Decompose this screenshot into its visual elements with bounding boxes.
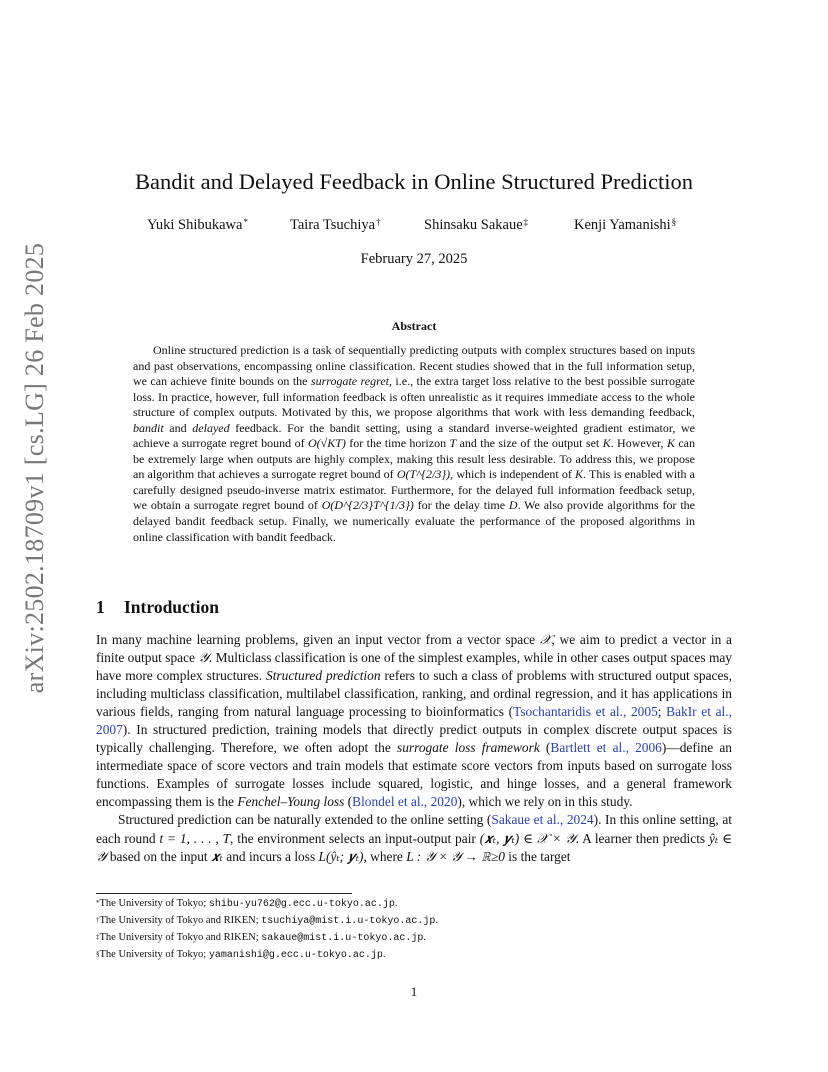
body-paragraph (96, 811, 732, 865)
abstract-text: , which is independent of (450, 467, 576, 482)
abstract-heading: Abstract (391, 319, 437, 333)
section-title: Introduction (124, 597, 219, 617)
footnote-email[interactable]: shibu-yu762@g.ecc.u-tokyo.ac.jp (208, 899, 395, 910)
footnotes (96, 896, 438, 964)
footnote-affiliation: The University of Tokyo and RIKEN; (99, 915, 262, 926)
author-footnote-mark[interactable]: † (376, 217, 381, 227)
math-expression: (𝒙ₜ, 𝒚ₜ) ∈ 𝒳 × 𝒴 (479, 830, 576, 846)
section-heading (96, 596, 219, 618)
author-name: Yuki Shibukawa (147, 217, 243, 233)
citation-link[interactable]: Sakaue et al., 2024 (491, 812, 594, 828)
math-symbol: K (575, 467, 584, 482)
abstract-text: Online structured prediction is a task of sequentially predicting outputs with complex structures based on inputs and past observations, encompassing online classification. Recent studies showed that in the full information setup, we can achieve finite bounds on the (133, 343, 695, 389)
math-expression: L : 𝒴 × 𝒴 → ℝ≥0 (406, 848, 505, 864)
publication-date: February 27, 2025 (360, 251, 468, 267)
abstract-text: . However, (610, 436, 667, 451)
author (147, 215, 248, 235)
math-expression: 𝒙ₜ (211, 848, 223, 864)
abstract-emphasis: bandit (133, 420, 164, 435)
author-name: Shinsaku Sakaue (424, 217, 523, 233)
abstract-text: can be extremely large when outputs are highly complex, making this result less desirable. To address this, we propose an algorithm that achieves a surrogate regret bound of (133, 436, 695, 482)
footnote (96, 896, 438, 913)
paper-title: Bandit and Delayed Feedback in Online Structured Prediction (135, 169, 693, 194)
body-text: , we aim to predict a vector in a finite output space (96, 632, 732, 666)
body-text: . A learner then predicts (575, 830, 709, 846)
math-expression: O(T^{2/3}) (396, 467, 451, 482)
body-text: ( (344, 794, 353, 810)
footnote-email[interactable]: tsuchiya@mist.i.u-tokyo.ac.jp (261, 916, 436, 927)
section-number: 1 (96, 597, 105, 617)
math-expression: ŷₜ ∈ 𝒴 (96, 830, 733, 864)
author-name: Kenji Yamanishi (574, 217, 671, 233)
footnote-end: . (435, 915, 438, 926)
math-symbol: K (666, 436, 675, 451)
body-text: ( (539, 740, 551, 756)
body-emphasis: Structured prediction (266, 668, 381, 684)
footnote-mark: § (96, 950, 100, 958)
author (424, 215, 528, 235)
body-text: , where (363, 848, 407, 864)
body-emphasis: Fenchel–Young loss (237, 794, 345, 810)
math-expression: O(√KT) (307, 436, 346, 451)
math-symbol: 𝒴 (198, 650, 209, 666)
arxiv-identifier: arXiv:2502.18709v1 [cs.LG] 26 Feb 2025 (20, 242, 49, 694)
body-text: is the target (504, 848, 571, 864)
body-text: ). In this online setting, at each round (96, 812, 732, 846)
math-symbol: T (449, 436, 457, 451)
footnote-affiliation: The University of Tokyo; (99, 949, 209, 960)
math-symbol: 𝒳 (539, 632, 552, 647)
body-text: )—define an intermediate space of score vectors and train models that estimate score vectors from inputs based on surrogate loss functions. Examples of surrogate losses include squared, logistic, and hinge losses, and a general framework encompassing them is the (96, 740, 733, 810)
body-emphasis: surrogate loss framework (396, 740, 540, 756)
body-text: ). In structured prediction, training models that directly predict outputs in complex discrete output spaces is typically challenging. Therefore, we often adopt the (96, 722, 732, 756)
citation-link[interactable]: BakIr et al., 2007 (96, 704, 732, 738)
math-expression: L(ŷₜ; 𝒚ₜ) (318, 848, 364, 864)
abstract-emphasis: surrogate regret (310, 374, 389, 389)
body-text: refers to such a class of problems with structured output spaces, including multiclass classification, multilabel classification, ranking, and ordinal regression, and it has applications in various fields, ranging from natural language processing to bioinformatics ( (96, 668, 732, 720)
footnote-affiliation: The University of Tokyo; (99, 898, 209, 909)
footnote-end: . (423, 932, 426, 943)
abstract-text: and the size of the output set (456, 436, 603, 451)
footnote-mark: † (96, 916, 100, 924)
body-text: and incurs a loss (222, 848, 319, 864)
author (290, 215, 381, 235)
abstract-text: . This is enabled with a carefully designed pseudo-inverse matrix estimator. Furthermore, for the delayed full information feedback setup, we obtain a surrogate regret bound of (133, 467, 696, 513)
body-text: , the environment selects an input-output pair (230, 830, 480, 846)
math-symbol: D (508, 498, 518, 513)
author (574, 215, 676, 235)
introduction-body (96, 631, 732, 866)
page-number: 1 (410, 984, 418, 999)
footnote-end: . (394, 898, 398, 909)
author-footnote-mark[interactable]: § (671, 217, 677, 227)
abstract-paragraph (133, 343, 695, 545)
footnote (96, 913, 438, 930)
author-footnote-mark[interactable]: ‡ (523, 217, 529, 227)
footnote-end: . (382, 949, 386, 960)
abstract-text: and (163, 420, 193, 435)
footnote (96, 947, 438, 964)
math-expression: t = 1, . . . , T (159, 830, 231, 846)
body-text: ), which we rely on in this study. (457, 794, 633, 810)
body-text: based on the input (106, 848, 212, 864)
footnote-email[interactable]: sakaue@mist.i.u-tokyo.ac.jp (261, 933, 424, 944)
body-text: ; (657, 704, 667, 720)
body-text: . Multiclass classification is one of the simplest examples, while in other cases output spaces may have more complex structures. (96, 650, 732, 684)
author-footnote-mark[interactable]: * (243, 217, 248, 227)
author-list (0, 215, 828, 237)
body-text: In many machine learning problems, given an input vector from a vector space (96, 632, 540, 647)
author-name: Taira Tsuchiya (290, 217, 376, 233)
abstract-text: feedback. For the bandit setting, using a standard inverse-weighted gradient estimator, we achieve a surrogate regret bound of (133, 420, 695, 451)
citation-link[interactable]: Bartlett et al., 2006 (550, 740, 662, 756)
footnote-affiliation: The University of Tokyo and RIKEN; (99, 932, 262, 943)
abstract-text: for the delay time (413, 498, 509, 513)
footnote-email[interactable]: yamanishi@g.ecc.u-tokyo.ac.jp (208, 950, 383, 961)
abstract-body (133, 343, 695, 545)
abstract-text: , i.e., the extra target loss relative to the best possible surrogate loss. In practice, however, full information feedback is often unrealistic as it requires immediate access to the whole structure of complex outputs. Motivated by this, we propose algorithms that work with less demanding feedback, (133, 374, 696, 420)
math-symbol: K (602, 436, 611, 451)
abstract-emphasis: delayed (192, 420, 230, 435)
body-paragraph (96, 631, 732, 811)
citation-link[interactable]: Blondel et al., 2020 (352, 794, 458, 810)
citation-link[interactable]: Tsochantaridis et al., 2005 (513, 704, 658, 720)
body-text: Structured prediction can be naturally extended to the online setting ( (118, 812, 492, 828)
abstract-text: for the time horizon (345, 436, 450, 451)
footnote-mark: * (96, 899, 100, 907)
math-expression: O(D^{2/3}T^{1/3}) (321, 498, 414, 513)
footnote (96, 930, 438, 947)
footnote-rule (96, 893, 352, 894)
footnote-mark: ‡ (96, 933, 100, 941)
abstract-text: . We also provide algorithms for the delayed bandit feedback setup. Finally, we numerically evaluate the performance of the proposed algorithms in online classification with bandit feedback. (133, 498, 695, 544)
